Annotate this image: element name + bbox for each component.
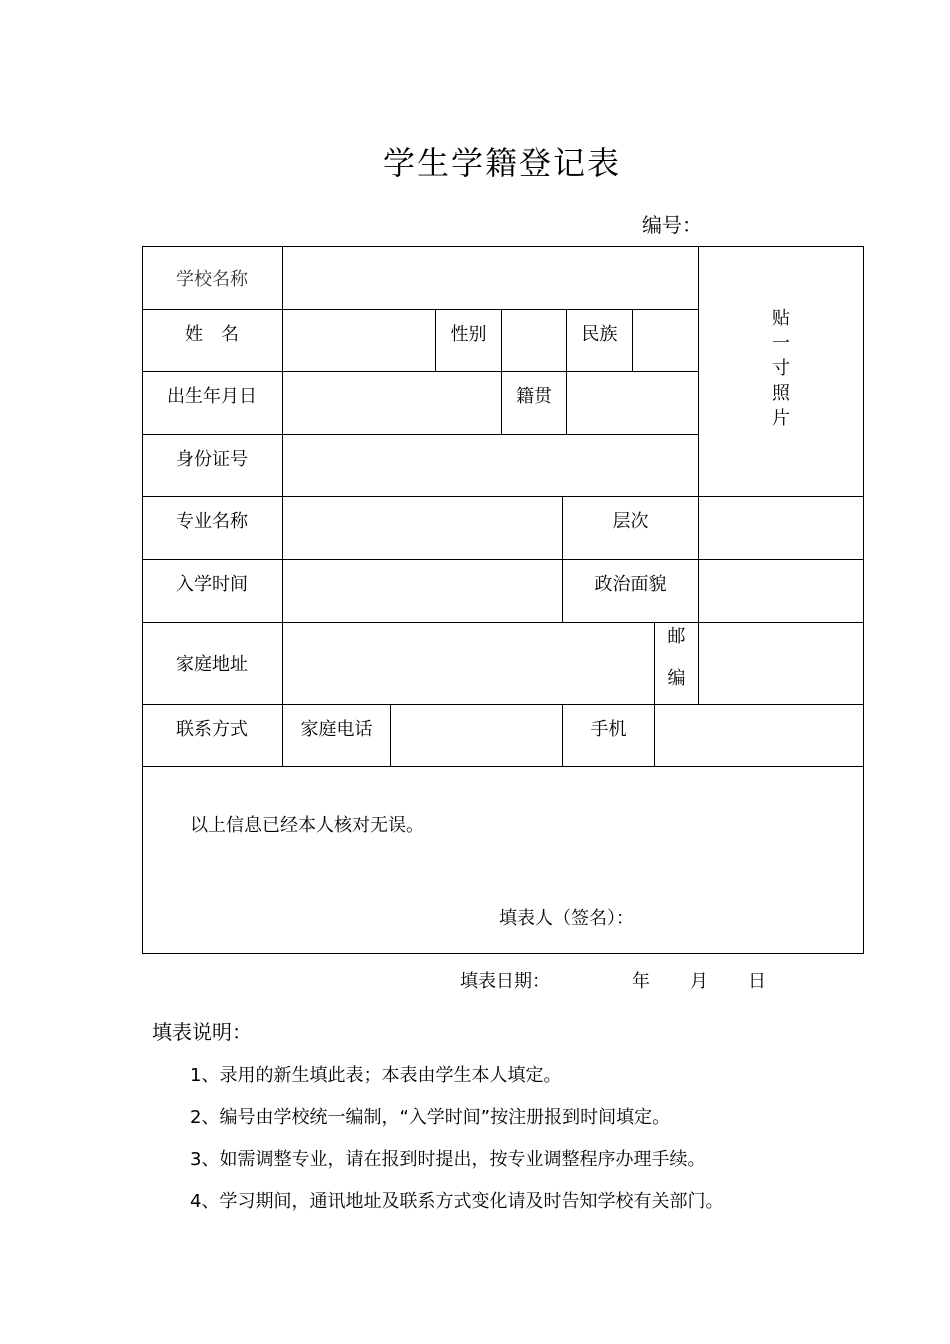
note-item: 2、编号由学校统一编制，“入学时间”按注册报到时间填定。: [190, 1107, 671, 1128]
postcode-field[interactable]: [699, 623, 863, 704]
home-phone-label: 家庭电话: [300, 718, 373, 740]
photo-char: 照: [772, 383, 790, 404]
serial-number-label: 编号：: [642, 213, 702, 237]
photo-char: 寸: [772, 358, 790, 379]
gender-field[interactable]: [502, 310, 566, 371]
ethnicity-label: 民族: [581, 323, 618, 345]
photo-placeholder[interactable]: [698, 306, 864, 431]
address-field[interactable]: [283, 623, 654, 704]
fill-date-month: 月: [690, 971, 708, 992]
name-label: 姓 名: [185, 323, 239, 345]
school-name-label: 学校名称: [176, 268, 248, 290]
fill-date-day: 日: [748, 971, 766, 992]
level-label: 层次: [612, 510, 649, 532]
native-place-field[interactable]: [567, 372, 698, 434]
note-item: 1、录用的新生填此表；本表由学生本人填定。: [190, 1065, 562, 1086]
notes-title: 填表说明：: [152, 1020, 252, 1044]
postcode-label-char: 编: [667, 668, 686, 689]
school-name-field[interactable]: [283, 247, 698, 309]
photo-char: 一: [772, 333, 790, 354]
row-line: [142, 766, 864, 767]
postcode-label-char: 邮: [667, 626, 686, 647]
major-label: 专业名称: [176, 510, 248, 532]
address-label: 家庭地址: [176, 654, 248, 675]
enroll-time-field[interactable]: [283, 560, 562, 622]
form-border-bottom: [142, 953, 864, 954]
enroll-time-label: 入学时间: [176, 573, 248, 595]
id-number-label: 身份证号: [176, 448, 248, 470]
photo-char: 片: [772, 408, 790, 429]
contact-label: 联系方式: [176, 718, 248, 740]
mobile-field[interactable]: [655, 705, 863, 766]
fill-date-year: 年: [632, 971, 650, 992]
registration-form: [142, 246, 864, 954]
fill-date-label: 填表日期：: [460, 971, 550, 992]
home-phone-field[interactable]: [391, 705, 562, 766]
native-place-label: 籍贯: [516, 385, 552, 407]
name-field[interactable]: [283, 310, 435, 371]
postcode-label: [655, 612, 698, 704]
photo-char: 贴: [772, 308, 790, 329]
ethnicity-field[interactable]: [633, 310, 698, 371]
mobile-label: 手机: [590, 718, 627, 740]
id-number-field[interactable]: [283, 435, 698, 496]
page-title: 学生学籍登记表: [382, 144, 621, 182]
gender-label: 性别: [450, 323, 487, 345]
level-field[interactable]: [699, 497, 863, 559]
political-status-field[interactable]: [699, 560, 863, 622]
birthdate-label: 出生年月日: [167, 385, 257, 407]
signer-label: 填表人（签名）：: [499, 908, 634, 929]
birthdate-field[interactable]: [283, 372, 501, 434]
note-item: 3、如需调整专业，请在报到时提出，按专业调整程序办理手续。: [190, 1149, 706, 1170]
major-field[interactable]: [283, 497, 562, 559]
confirmation-text: 以上信息已经本人核对无误。: [190, 815, 424, 836]
political-status-label: 政治面貌: [594, 573, 667, 595]
note-item: 4、学习期间，通讯地址及联系方式变化请及时告知学校有关部门。: [190, 1191, 724, 1212]
